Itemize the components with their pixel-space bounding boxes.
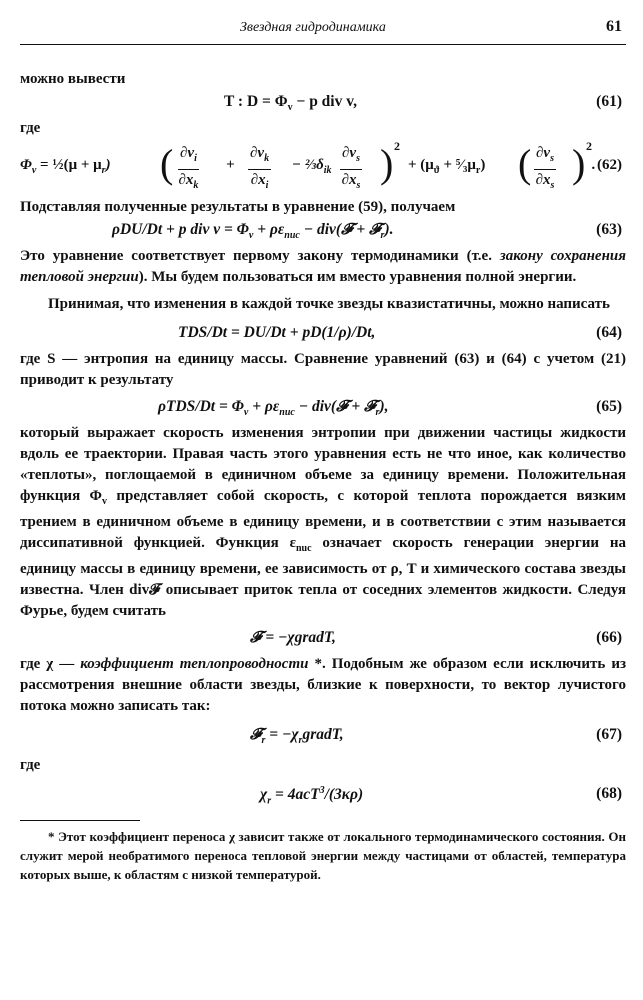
equation-67: 𝓕$_r$ = $-\chi_rgradT$, (67) <box>250 726 622 747</box>
equation-number-67: (67) <box>596 726 622 743</box>
paragraph-5: где S — энтропия на единицу массы. Сравнение уравнений (63) и (64) с учетом (21) приводит к результату <box>20 351 626 388</box>
equation-number-65: (65) <box>596 398 622 415</box>
equation-number-61: (61) <box>596 93 622 110</box>
equation-number-63: (63) <box>596 221 622 238</box>
equation-65: $\rho TDS/Dt = \Phi_v + \rho\varepsilon_{nuc}$ − div(𝓕 + 𝓕$_r$), (65) <box>158 398 622 419</box>
equation-68: $\chi_r = 4acT^3/(3\kappa\rho)$ (68) <box>260 785 622 807</box>
running-title: Звездная гидродинамика <box>240 20 386 35</box>
equation-61: T : $D = \Phi_v - p$ div v, (61) <box>224 93 622 114</box>
paragraph-2: Подставляя полученные результаты в уравнение (59), получаем <box>20 199 456 215</box>
equation-number-64: (64) <box>596 324 622 341</box>
equation-64: TDS/Dt = DU/Dt + pD(1/ρ)/Dt, (64) <box>178 324 622 341</box>
page <box>20 14 626 884</box>
footnote-rule <box>20 820 140 821</box>
paragraph-7: где χ — коэффициент теплопроводности *. Подобным же образом если исключить из рассмотрения внешние области звезды, близкие к поверхности, то вектор лучистого потока можно записать так: <box>20 656 626 714</box>
equation-62: $\Phi_v$ = ½(μ + $\mu_r$) ( $\frac{\partial v_i}{\partial x_k}$ + $\frac{\partial v_k}{\partial x_i}$ − $\frac{2}{3}\delta_{ik}$ $\frac{\partial v_s}{\partial x_s}$ ) 2 + ($\mu_ϑ$ + $^5⁄_3\mu_r$) ( $\frac{\partial v_s}{\partial x_s}$ ) 2 . (62) <box>20 139 622 191</box>
page-number: 61 <box>606 18 622 35</box>
equation-66: 𝓕 = −χgradT, (66) <box>250 629 622 646</box>
equation-number-62: (62) <box>597 157 622 173</box>
equation-63: ρDU/Dt + p div $v = \Phi_v + \rho\varepsilon_{nuc}$ − div(𝓕 + 𝓕$_r$). (63) <box>112 221 622 242</box>
paragraph-6: который выражает скорость изменения энтропии при движении частицы жидкости вдоль ее траектории. Правая часть этого уравнения есть не что иное, как количество «теплоты», поглощаемой в единичном объеме за единицу времени. Положительная функция $\Phi_v$ представляет собой скорость, с которой теплота порождается вязким трением в единичном объеме в единицу времени, и в соответствии с этим называется диссипативной функцией. Функция $\varepsilon_{nuc}$ означает скорость генерации энергии на единицу массы в единицу времени, ее зависимость от ρ, T и химического состава звезды известна. Член div𝓕 описывает приток тепла от соседних элементов жидкости. Следуя Фурье, будем считать <box>20 425 626 619</box>
where-label-2: где <box>20 757 41 773</box>
running-header <box>20 14 626 45</box>
equation-number-66: (66) <box>596 629 622 646</box>
footnote: * Этот коэффициент переноса χ зависит также от локального термодинамического состояния. Он служит мерой необратимого переноса тепловой энергии между частицами от областей, температура которых выше, к областям с низкой температурой. <box>20 829 626 882</box>
where-label-1: где <box>20 120 41 136</box>
paragraph-4: Принимая, что изменения в каждой точке звезды квазистатичны, можно написать <box>48 296 610 312</box>
equation-number-68: (68) <box>596 785 622 802</box>
paragraph-3: Это уравнение соответствует первому закону термодинамики (т.е. закону сохранения тепловой энергии). Мы будем пользоваться им вместо уравнения полной энергии. <box>20 248 626 285</box>
paragraph-1: можно вывести <box>20 71 126 87</box>
